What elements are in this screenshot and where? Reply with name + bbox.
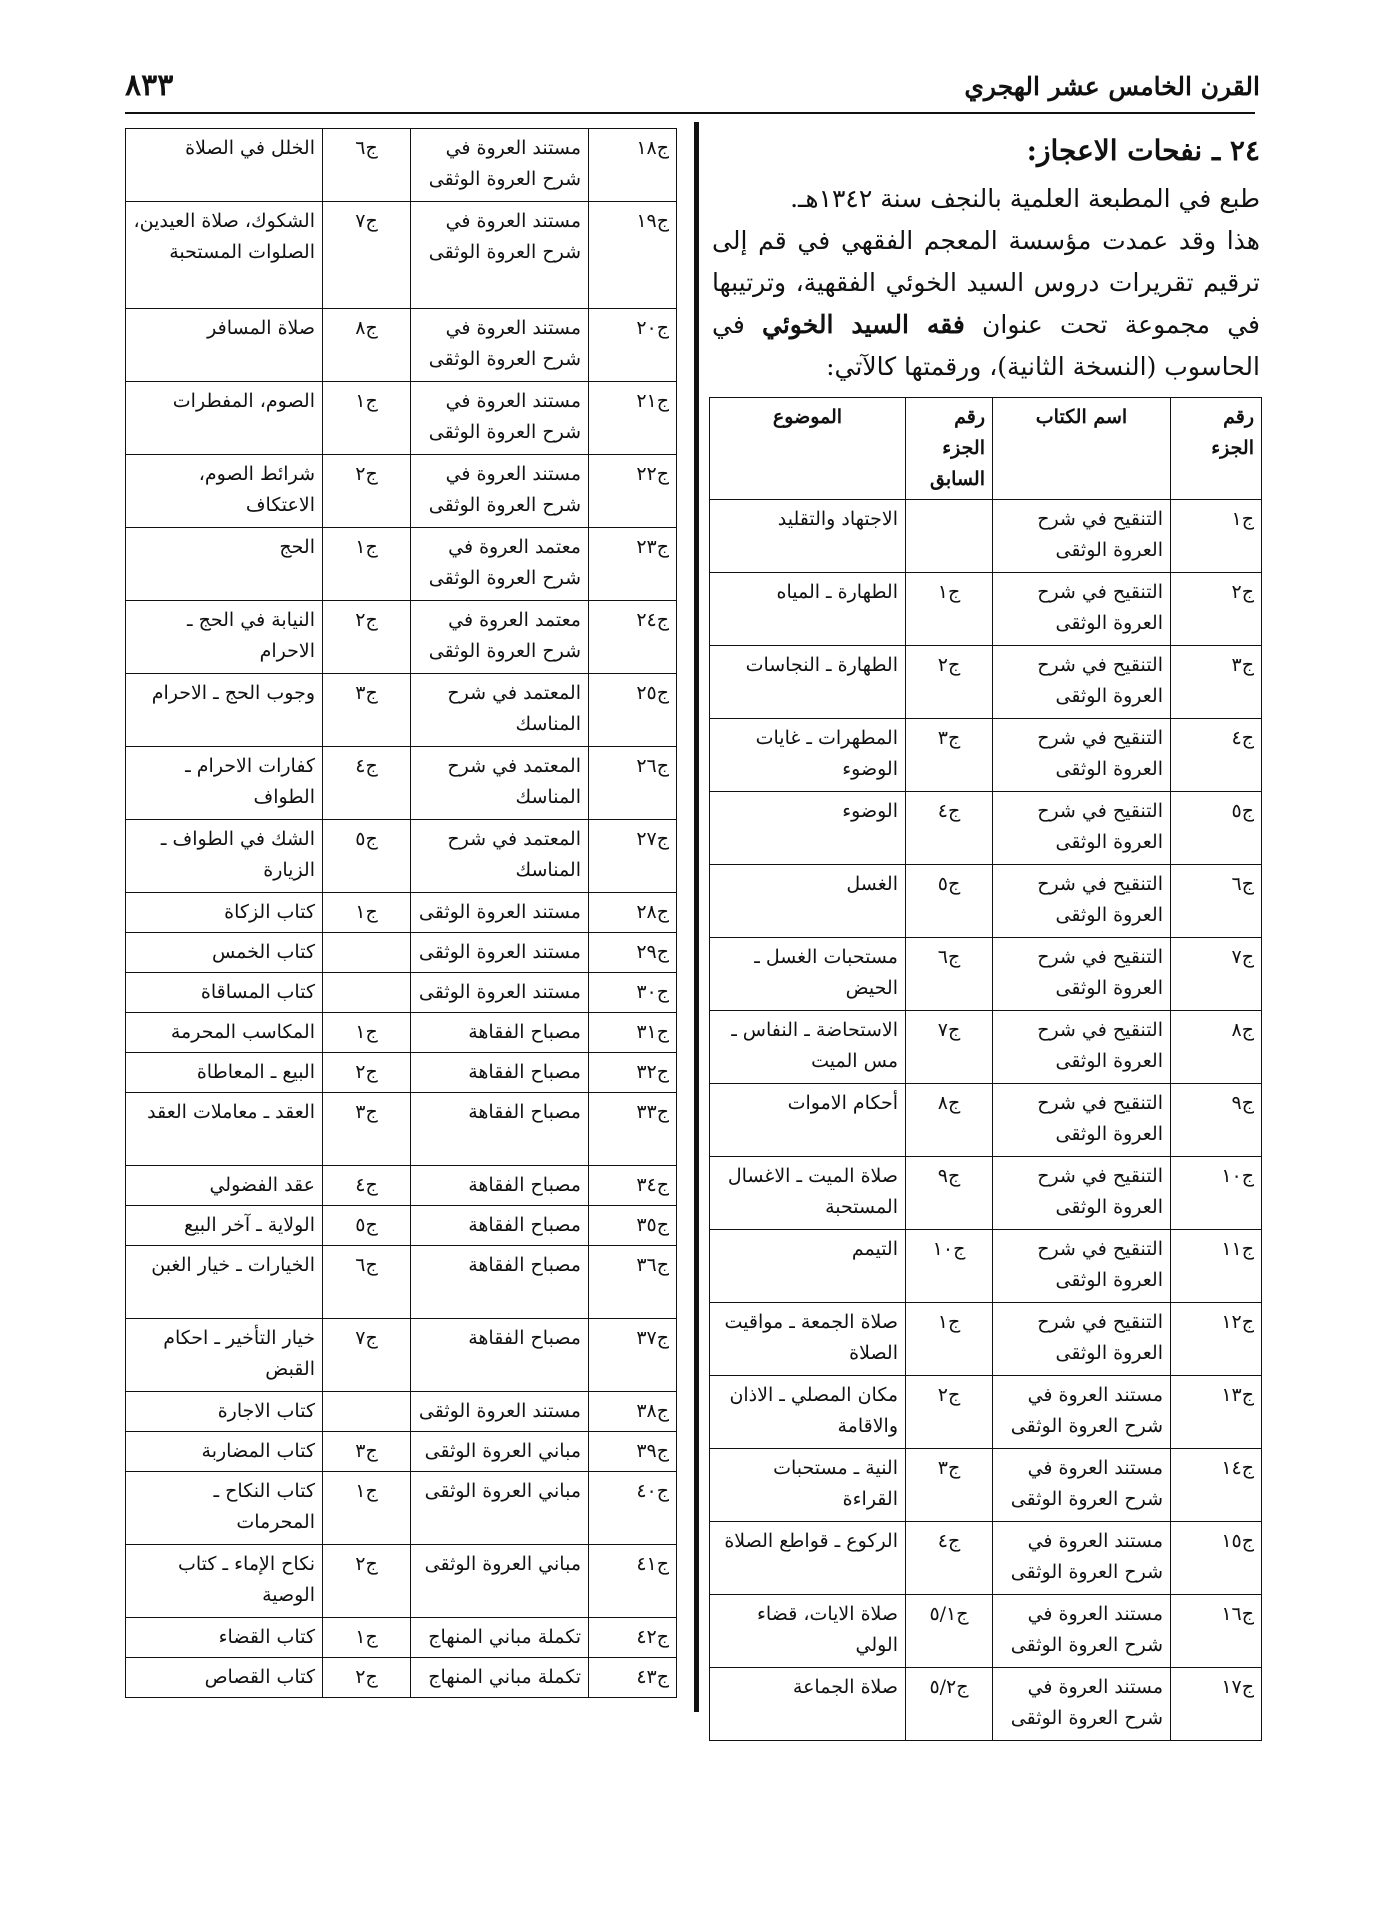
cell-book-name: مستند العروة في شرح العروة الوثقى bbox=[411, 202, 589, 309]
cell-part-no: ج١٦ bbox=[1171, 1595, 1262, 1668]
cell-topic: العقد ـ معاملات العقد bbox=[126, 1093, 323, 1166]
cell-part-no: ج١٥ bbox=[1171, 1522, 1262, 1595]
cell-book-name: التنقيح في شرح العروة الوثقى bbox=[993, 792, 1171, 865]
cell-book-name: المعتمد في شرح المناسك bbox=[411, 674, 589, 747]
cell-part-no: ج٤٣ bbox=[589, 1658, 677, 1698]
cell-book-name: مستند العروة الوثقى bbox=[411, 973, 589, 1013]
cell-prev-part: ج٧ bbox=[323, 1319, 411, 1392]
cell-book-name: مستند العروة في شرح العروة الوثقى bbox=[993, 1595, 1171, 1668]
cell-part-no: ج١٤ bbox=[1171, 1449, 1262, 1522]
table-row bbox=[126, 893, 677, 933]
cell-topic: الاستحاضة ـ النفاس ـ مس الميت bbox=[710, 1011, 906, 1084]
header-topic: الموضوع bbox=[710, 398, 906, 500]
table-row bbox=[126, 309, 677, 382]
cell-topic: كتاب المساقاة bbox=[126, 973, 323, 1013]
cell-topic: الركوع ـ قواطع الصلاة bbox=[710, 1522, 906, 1595]
cell-part-no: ج٢١ bbox=[589, 382, 677, 455]
header-book-name: اسم الكتاب bbox=[993, 398, 1171, 500]
table-row bbox=[126, 129, 677, 202]
cell-part-no: ج٣٠ bbox=[589, 973, 677, 1013]
cell-prev-part: ج٢ bbox=[323, 1545, 411, 1618]
cell-book-name: مصباح الفقاهة bbox=[411, 1013, 589, 1053]
volumes-table-left bbox=[125, 128, 677, 1698]
table-row bbox=[126, 202, 677, 309]
table-row bbox=[126, 1166, 677, 1206]
cell-book-name: المعتمد في شرح المناسك bbox=[411, 747, 589, 820]
cell-part-no: ج٢٠ bbox=[589, 309, 677, 382]
cell-book-name: التنقيح في شرح العروة الوثقى bbox=[993, 1157, 1171, 1230]
cell-topic: الطهارة ـ المياه bbox=[710, 573, 906, 646]
cell-prev-part: ج١ bbox=[323, 1013, 411, 1053]
running-header: القرن الخامس عشر الهجري bbox=[964, 72, 1260, 101]
table-header-row bbox=[710, 398, 1262, 500]
cell-book-name: التنقيح في شرح العروة الوثقى bbox=[993, 500, 1171, 573]
cell-prev-part: ج٨ bbox=[323, 309, 411, 382]
cell-part-no: ج٣١ bbox=[589, 1013, 677, 1053]
cell-book-name: معتمد العروة في شرح العروة الوثقى bbox=[411, 528, 589, 601]
cell-topic: كتاب المضاربة bbox=[126, 1432, 323, 1472]
cell-book-name: مصباح الفقاهة bbox=[411, 1206, 589, 1246]
cell-part-no: ج٣ bbox=[1171, 646, 1262, 719]
cell-part-no: ج٢٨ bbox=[589, 893, 677, 933]
cell-book-name: معتمد العروة في شرح العروة الوثقى bbox=[411, 601, 589, 674]
cell-book-name: مباني العروة الوثقى bbox=[411, 1472, 589, 1545]
table-row bbox=[710, 938, 1262, 1011]
table-row bbox=[126, 1246, 677, 1319]
cell-prev-part: ج٣ bbox=[906, 719, 993, 792]
cell-topic: الخلل في الصلاة bbox=[126, 129, 323, 202]
cell-prev-part: ج٨ bbox=[906, 1084, 993, 1157]
table-row bbox=[710, 1084, 1262, 1157]
table-row bbox=[710, 500, 1262, 573]
cell-topic: أحكام الاموات bbox=[710, 1084, 906, 1157]
cell-part-no: ج١٧ bbox=[1171, 1668, 1262, 1741]
cell-part-no: ج٨ bbox=[1171, 1011, 1262, 1084]
cell-topic: مستحبات الغسل ـ الحيض bbox=[710, 938, 906, 1011]
cell-book-name: تكملة مباني المنهاج bbox=[411, 1618, 589, 1658]
paragraph-bold-title: فقه السيد الخوئي bbox=[762, 310, 965, 339]
cell-topic: البيع ـ المعاطاة bbox=[126, 1053, 323, 1093]
cell-prev-part: ج٣ bbox=[323, 1093, 411, 1166]
cell-prev-part: ج٢ bbox=[906, 646, 993, 719]
cell-topic: النيابة في الحج ـ الاحرام bbox=[126, 601, 323, 674]
cell-book-name: التنقيح في شرح العروة الوثقى bbox=[993, 1230, 1171, 1303]
right-column-text bbox=[712, 130, 1260, 388]
cell-prev-part: ج١ bbox=[906, 573, 993, 646]
cell-prev-part: ج٢ bbox=[323, 601, 411, 674]
cell-topic: النية ـ مستحبات القراءة bbox=[710, 1449, 906, 1522]
cell-prev-part: ج٥/١ bbox=[906, 1595, 993, 1668]
cell-book-name: مصباح الفقاهة bbox=[411, 1166, 589, 1206]
cell-topic: الشك في الطواف ـ الزيارة bbox=[126, 820, 323, 893]
cell-topic: صلاة الجماعة bbox=[710, 1668, 906, 1741]
cell-prev-part: ج٦ bbox=[323, 1246, 411, 1319]
cell-part-no: ج١٢ bbox=[1171, 1303, 1262, 1376]
cell-part-no: ج٢٤ bbox=[589, 601, 677, 674]
table-row bbox=[710, 1011, 1262, 1084]
table-row bbox=[126, 1053, 677, 1093]
cell-part-no: ج٣٩ bbox=[589, 1432, 677, 1472]
cell-book-name: التنقيح في شرح العروة الوثقى bbox=[993, 1011, 1171, 1084]
table-row bbox=[126, 455, 677, 528]
cell-topic: كفارات الاحرام ـ الطواف bbox=[126, 747, 323, 820]
cell-part-no: ج٣٦ bbox=[589, 1246, 677, 1319]
cell-part-no: ج١١ bbox=[1171, 1230, 1262, 1303]
table-row bbox=[126, 1206, 677, 1246]
table-row bbox=[126, 933, 677, 973]
table-row bbox=[710, 1449, 1262, 1522]
section-title: ٢٤ ـ نفحات الاعجاز: bbox=[1026, 134, 1260, 167]
table-row bbox=[126, 1472, 677, 1545]
cell-prev-part: ج٢ bbox=[323, 1658, 411, 1698]
cell-prev-part: ج٧ bbox=[906, 1011, 993, 1084]
page-number: ٨٣٣ bbox=[125, 68, 174, 103]
cell-part-no: ج٣٥ bbox=[589, 1206, 677, 1246]
cell-book-name: التنقيح في شرح العروة الوثقى bbox=[993, 646, 1171, 719]
table-row bbox=[126, 674, 677, 747]
cell-book-name: مباني العروة الوثقى bbox=[411, 1432, 589, 1472]
cell-part-no: ج٢٥ bbox=[589, 674, 677, 747]
cell-part-no: ج٢٢ bbox=[589, 455, 677, 528]
cell-topic: كتاب القصاص bbox=[126, 1658, 323, 1698]
cell-prev-part: ج٩ bbox=[906, 1157, 993, 1230]
cell-prev-part: ج٥ bbox=[323, 1206, 411, 1246]
cell-prev-part: ج٥ bbox=[906, 865, 993, 938]
cell-topic: مكان المصلي ـ الاذان والاقامة bbox=[710, 1376, 906, 1449]
cell-book-name: مستند العروة في شرح العروة الوثقى bbox=[993, 1449, 1171, 1522]
table-row bbox=[710, 1668, 1262, 1741]
cell-book-name: التنقيح في شرح العروة الوثقى bbox=[993, 865, 1171, 938]
table-row bbox=[710, 646, 1262, 719]
cell-topic: المطهرات ـ غايات الوضوء bbox=[710, 719, 906, 792]
cell-prev-part: ج٦ bbox=[906, 938, 993, 1011]
cell-topic: الطهارة ـ النجاسات bbox=[710, 646, 906, 719]
table-row bbox=[710, 1522, 1262, 1595]
cell-topic: نكاح الإماء ـ كتاب الوصية bbox=[126, 1545, 323, 1618]
cell-topic: كتاب الخمس bbox=[126, 933, 323, 973]
cell-book-name: تكملة مباني المنهاج bbox=[411, 1658, 589, 1698]
cell-part-no: ج٣٣ bbox=[589, 1093, 677, 1166]
cell-part-no: ج٢٣ bbox=[589, 528, 677, 601]
cell-book-name: مصباح الفقاهة bbox=[411, 1246, 589, 1319]
cell-topic: المكاسب المحرمة bbox=[126, 1013, 323, 1053]
cell-topic: الغسل bbox=[710, 865, 906, 938]
cell-part-no: ج١٣ bbox=[1171, 1376, 1262, 1449]
cell-prev-part: ج٤ bbox=[323, 747, 411, 820]
cell-topic: عقد الفضولي bbox=[126, 1166, 323, 1206]
cell-prev-part: ج١٠ bbox=[906, 1230, 993, 1303]
cell-part-no: ج٣٤ bbox=[589, 1166, 677, 1206]
column-divider bbox=[694, 122, 699, 1712]
cell-prev-part: ج٧ bbox=[323, 202, 411, 309]
cell-part-no: ج٧ bbox=[1171, 938, 1262, 1011]
table-row bbox=[126, 1658, 677, 1698]
paragraph-text-b: في الحاسوب (النسخة الثانية)، ورقمتها كالآتي: bbox=[712, 310, 1260, 381]
cell-book-name: مستند العروة في شرح العروة الوثقى bbox=[993, 1522, 1171, 1595]
cell-prev-part: ج٤ bbox=[323, 1166, 411, 1206]
cell-book-name: مصباح الفقاهة bbox=[411, 1319, 589, 1392]
cell-part-no: ج٢ bbox=[1171, 573, 1262, 646]
cell-prev-part: ج٣ bbox=[323, 674, 411, 747]
cell-book-name: التنقيح في شرح العروة الوثقى bbox=[993, 573, 1171, 646]
cell-prev-part bbox=[323, 973, 411, 1013]
cell-prev-part: ج١ bbox=[323, 1472, 411, 1545]
cell-prev-part bbox=[323, 1392, 411, 1432]
table-row bbox=[126, 1545, 677, 1618]
table-row bbox=[710, 865, 1262, 938]
cell-topic: الحج bbox=[126, 528, 323, 601]
cell-prev-part: ج٥/٢ bbox=[906, 1668, 993, 1741]
header-part-no: رقم الجزء bbox=[1171, 398, 1262, 500]
table-row bbox=[126, 1013, 677, 1053]
table-row bbox=[710, 1157, 1262, 1230]
table-row bbox=[126, 382, 677, 455]
paragraph-description bbox=[712, 220, 1260, 388]
header-prev-part: رقم الجزء السابق bbox=[906, 398, 993, 500]
cell-prev-part: ج٢ bbox=[906, 1376, 993, 1449]
cell-topic: التيمم bbox=[710, 1230, 906, 1303]
table-row bbox=[710, 1595, 1262, 1668]
cell-part-no: ج٣٢ bbox=[589, 1053, 677, 1093]
table-row bbox=[710, 719, 1262, 792]
cell-part-no: ج١٠ bbox=[1171, 1157, 1262, 1230]
cell-prev-part bbox=[323, 933, 411, 973]
cell-part-no: ج٢٩ bbox=[589, 933, 677, 973]
cell-book-name: التنقيح في شرح العروة الوثقى bbox=[993, 938, 1171, 1011]
cell-topic: الاجتهاد والتقليد bbox=[710, 500, 906, 573]
table-row bbox=[710, 1230, 1262, 1303]
cell-prev-part: ج١ bbox=[323, 893, 411, 933]
paragraph-print-info: طبع في المطبعة العلمية بالنجف سنة ١٣٤٢هـ. bbox=[790, 184, 1260, 213]
cell-topic: خيار التأخير ـ احكام القبض bbox=[126, 1319, 323, 1392]
volumes-table-right bbox=[709, 397, 1262, 1741]
cell-book-name: التنقيح في شرح العروة الوثقى bbox=[993, 719, 1171, 792]
table-row bbox=[126, 1618, 677, 1658]
cell-part-no: ج٤١ bbox=[589, 1545, 677, 1618]
table-row bbox=[710, 1303, 1262, 1376]
table-row bbox=[710, 792, 1262, 865]
table-row bbox=[126, 1432, 677, 1472]
cell-book-name: التنقيح في شرح العروة الوثقى bbox=[993, 1303, 1171, 1376]
table-row bbox=[126, 747, 677, 820]
cell-prev-part: ج٤ bbox=[906, 1522, 993, 1595]
cell-prev-part: ج١ bbox=[906, 1303, 993, 1376]
cell-prev-part: ج٣ bbox=[906, 1449, 993, 1522]
cell-part-no: ج٢٧ bbox=[589, 820, 677, 893]
table-row bbox=[126, 601, 677, 674]
cell-prev-part: ج١ bbox=[323, 1618, 411, 1658]
cell-book-name: مستند العروة في شرح العروة الوثقى bbox=[411, 455, 589, 528]
header-rule bbox=[125, 112, 1255, 114]
table-row bbox=[710, 1376, 1262, 1449]
cell-topic: صلاة الايات، قضاء الولي bbox=[710, 1595, 906, 1668]
table-row bbox=[126, 973, 677, 1013]
cell-topic: صلاة المسافر bbox=[126, 309, 323, 382]
cell-book-name: المعتمد في شرح المناسك bbox=[411, 820, 589, 893]
table-row bbox=[126, 1319, 677, 1392]
cell-part-no: ج١ bbox=[1171, 500, 1262, 573]
cell-prev-part: ج٢ bbox=[323, 455, 411, 528]
cell-part-no: ج٤ bbox=[1171, 719, 1262, 792]
cell-book-name: مستند العروة في شرح العروة الوثقى bbox=[993, 1376, 1171, 1449]
cell-book-name: مستند العروة في شرح العروة الوثقى bbox=[411, 129, 589, 202]
cell-book-name: مباني العروة الوثقى bbox=[411, 1545, 589, 1618]
cell-part-no: ج٢٦ bbox=[589, 747, 677, 820]
cell-prev-part: ج٥ bbox=[323, 820, 411, 893]
cell-topic: الخيارات ـ خيار الغبن bbox=[126, 1246, 323, 1319]
cell-topic: صلاة الجمعة ـ مواقيت الصلاة bbox=[710, 1303, 906, 1376]
cell-topic: صلاة الميت ـ الاغسال المستحبة bbox=[710, 1157, 906, 1230]
cell-book-name: مستند العروة في شرح العروة الوثقى bbox=[411, 309, 589, 382]
cell-prev-part: ج٤ bbox=[906, 792, 993, 865]
cell-prev-part bbox=[906, 500, 993, 573]
cell-part-no: ج٤٠ bbox=[589, 1472, 677, 1545]
cell-book-name: مستند العروة في شرح العروة الوثقى bbox=[411, 382, 589, 455]
cell-topic: كتاب الزكاة bbox=[126, 893, 323, 933]
cell-topic: كتاب القضاء bbox=[126, 1618, 323, 1658]
table-row bbox=[126, 820, 677, 893]
cell-topic: كتاب النكاح ـ المحرمات bbox=[126, 1472, 323, 1545]
cell-topic: الولاية ـ آخر البيع bbox=[126, 1206, 323, 1246]
cell-book-name: مستند العروة في شرح العروة الوثقى bbox=[993, 1668, 1171, 1741]
cell-prev-part: ج١ bbox=[323, 528, 411, 601]
cell-book-name: مصباح الفقاهة bbox=[411, 1053, 589, 1093]
table-row bbox=[126, 528, 677, 601]
cell-part-no: ج٤٢ bbox=[589, 1618, 677, 1658]
cell-prev-part: ج٢ bbox=[323, 1053, 411, 1093]
cell-book-name: مستند العروة الوثقى bbox=[411, 933, 589, 973]
paragraph-text-a: هذا وقد عمدت مؤسسة المعجم الفقهي في قم إلى ترقيم تقريرات دروس السيد الخوئي الفقهية، وترتيبها في مجموعة تحت عنوان bbox=[712, 226, 1260, 339]
cell-book-name: مستند العروة الوثقى bbox=[411, 893, 589, 933]
cell-prev-part: ج٣ bbox=[323, 1432, 411, 1472]
table-row bbox=[126, 1093, 677, 1166]
cell-book-name: التنقيح في شرح العروة الوثقى bbox=[993, 1084, 1171, 1157]
cell-topic: الشكوك، صلاة العيدين، الصلوات المستحبة bbox=[126, 202, 323, 309]
cell-part-no: ج٩ bbox=[1171, 1084, 1262, 1157]
cell-topic: الصوم، المفطرات bbox=[126, 382, 323, 455]
cell-topic: شرائط الصوم، الاعتكاف bbox=[126, 455, 323, 528]
table-row bbox=[710, 573, 1262, 646]
cell-part-no: ج٦ bbox=[1171, 865, 1262, 938]
cell-part-no: ج١٩ bbox=[589, 202, 677, 309]
cell-part-no: ج٣٧ bbox=[589, 1319, 677, 1392]
cell-prev-part: ج١ bbox=[323, 382, 411, 455]
cell-topic: الوضوء bbox=[710, 792, 906, 865]
cell-prev-part: ج٦ bbox=[323, 129, 411, 202]
cell-topic: كتاب الاجارة bbox=[126, 1392, 323, 1432]
cell-part-no: ج٣٨ bbox=[589, 1392, 677, 1432]
cell-book-name: مستند العروة الوثقى bbox=[411, 1392, 589, 1432]
cell-part-no: ج٥ bbox=[1171, 792, 1262, 865]
cell-book-name: مصباح الفقاهة bbox=[411, 1093, 589, 1166]
cell-part-no: ج١٨ bbox=[589, 129, 677, 202]
cell-topic: وجوب الحج ـ الاحرام bbox=[126, 674, 323, 747]
table-row bbox=[126, 1392, 677, 1432]
